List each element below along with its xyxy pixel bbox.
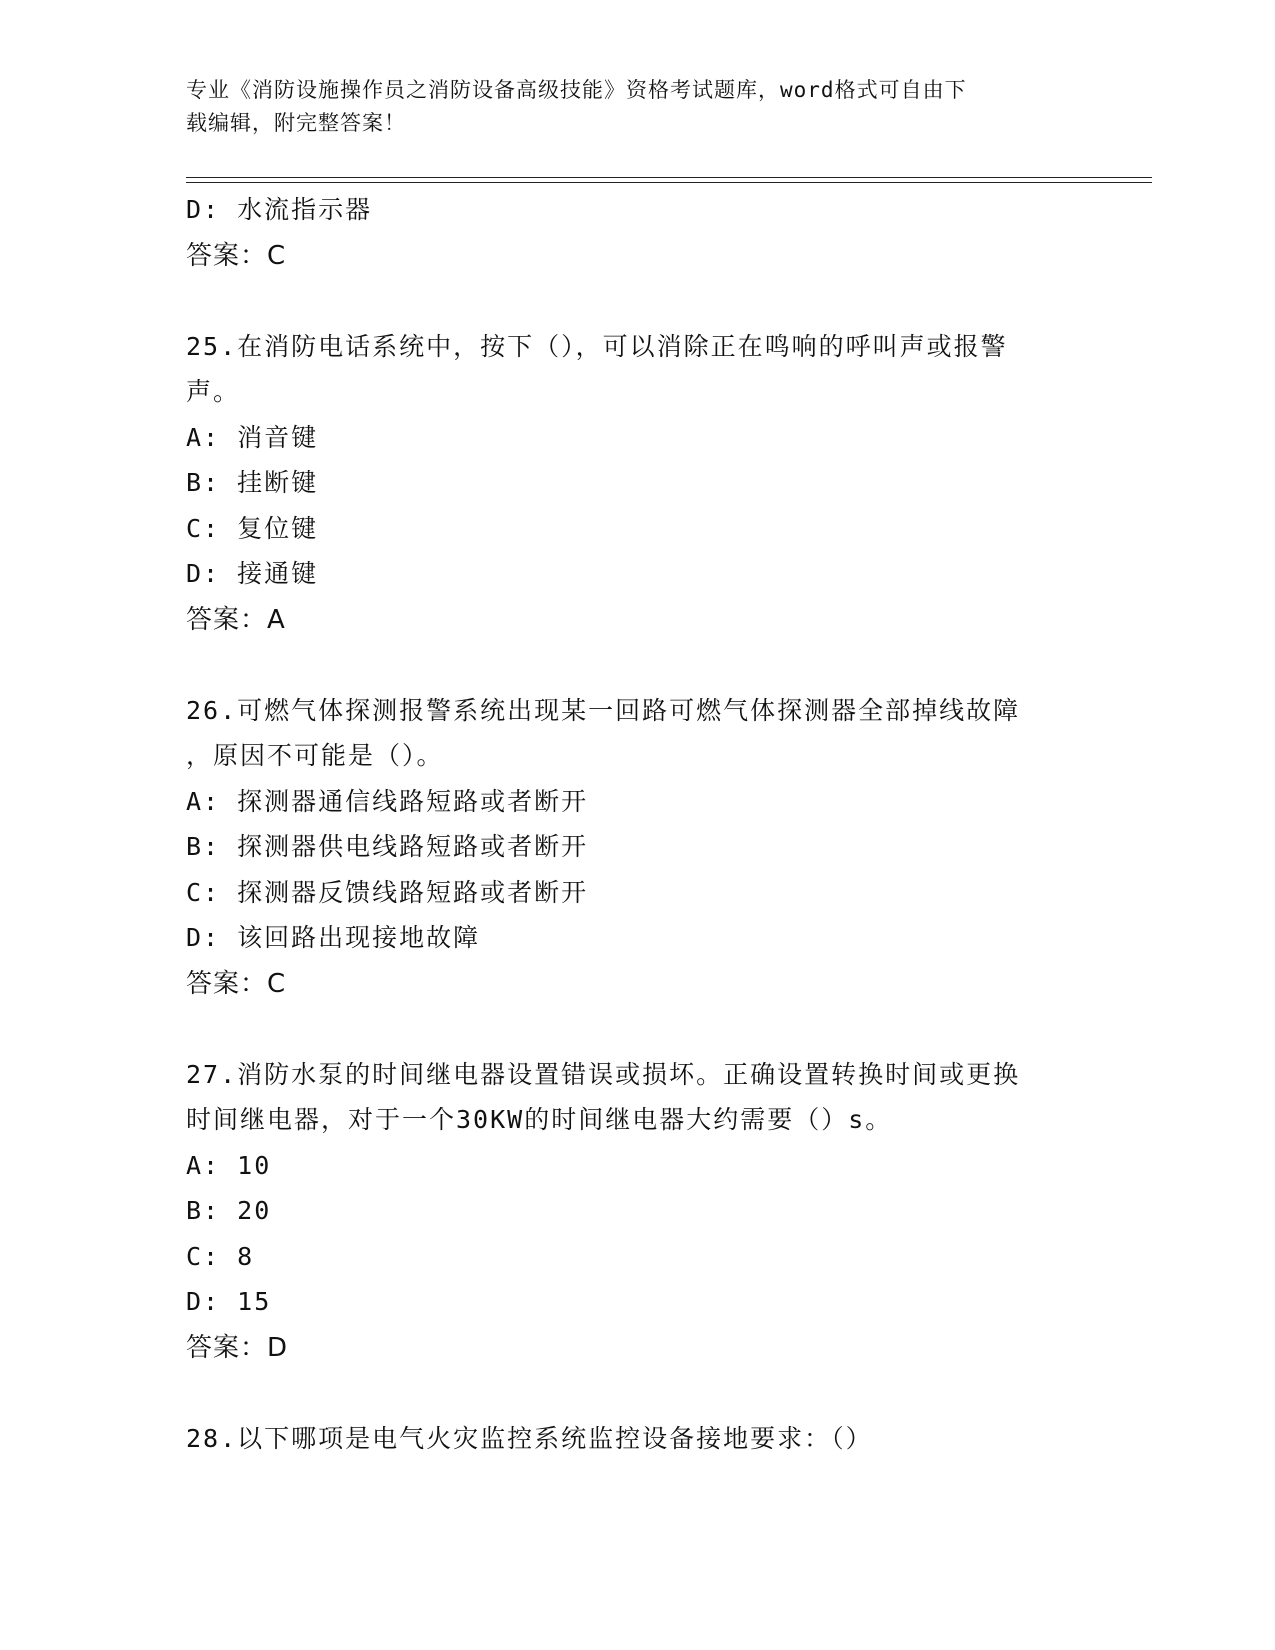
option-d: D: 该回路出现接地故障 (186, 923, 481, 952)
question-28 (186, 1416, 1086, 1462)
question-27 (186, 1052, 1086, 1371)
option-b: B: 探测器供电线路短路或者断开 (186, 832, 589, 861)
answer: 答案：A (186, 604, 286, 635)
option-c: C: 复位键 (186, 513, 319, 543)
option-c: C: 探测器反馈线路短路或者断开 (186, 877, 589, 907)
option-c: C: 8 (186, 1241, 255, 1271)
question-title-line-1: 27.消防水泵的时间继电器设置错误或损坏。正确设置转换时间或更换 (186, 1059, 1021, 1089)
answer: 答案：C (186, 240, 287, 271)
answer: 答案：D (186, 1332, 289, 1363)
option-a: A: 探测器通信线路短路或者断开 (186, 786, 589, 816)
question-title-line-2: ，原因不可能是（）。 (186, 741, 444, 770)
question-title-line-1: 25.在消防电话系统中，按下（），可以消除正在鸣响的呼叫声或报警 (186, 331, 1008, 361)
answer: 答案：C (186, 968, 287, 999)
option-a: A: 10 (186, 1150, 272, 1180)
option-b: B: 挂断键 (186, 468, 319, 497)
question-25 (186, 324, 1086, 643)
question-title-line-2: 声。 (186, 377, 241, 406)
header-divider (186, 177, 1152, 183)
header-line-2: 载编辑，附完整答案！ (186, 111, 406, 135)
question-26 (186, 688, 1086, 1007)
question-list (186, 187, 1086, 1461)
page-header (186, 74, 1066, 140)
option-d: D: 15 (186, 1287, 272, 1316)
option-d: D: 水流指示器 (186, 195, 373, 224)
question-title-line-1: 26.可燃气体探测报警系统出现某一回路可燃气体探测器全部掉线故障 (186, 695, 1021, 725)
option-b: B: 20 (186, 1196, 272, 1225)
option-d: D: 接通键 (186, 559, 319, 588)
prev-question (186, 187, 1086, 279)
question-title-line-2: 时间继电器，对于一个30KW的时间继电器大约需要（）s。 (186, 1105, 893, 1134)
question-title-line-1: 28.以下哪项是电气火灾监控系统监控设备接地要求：（） (186, 1423, 873, 1453)
option-a: A: 消音键 (186, 422, 319, 452)
header-line-1: 专业《消防设施操作员之消防设备高级技能》资格考试题库，word格式可自由下 (186, 78, 967, 102)
